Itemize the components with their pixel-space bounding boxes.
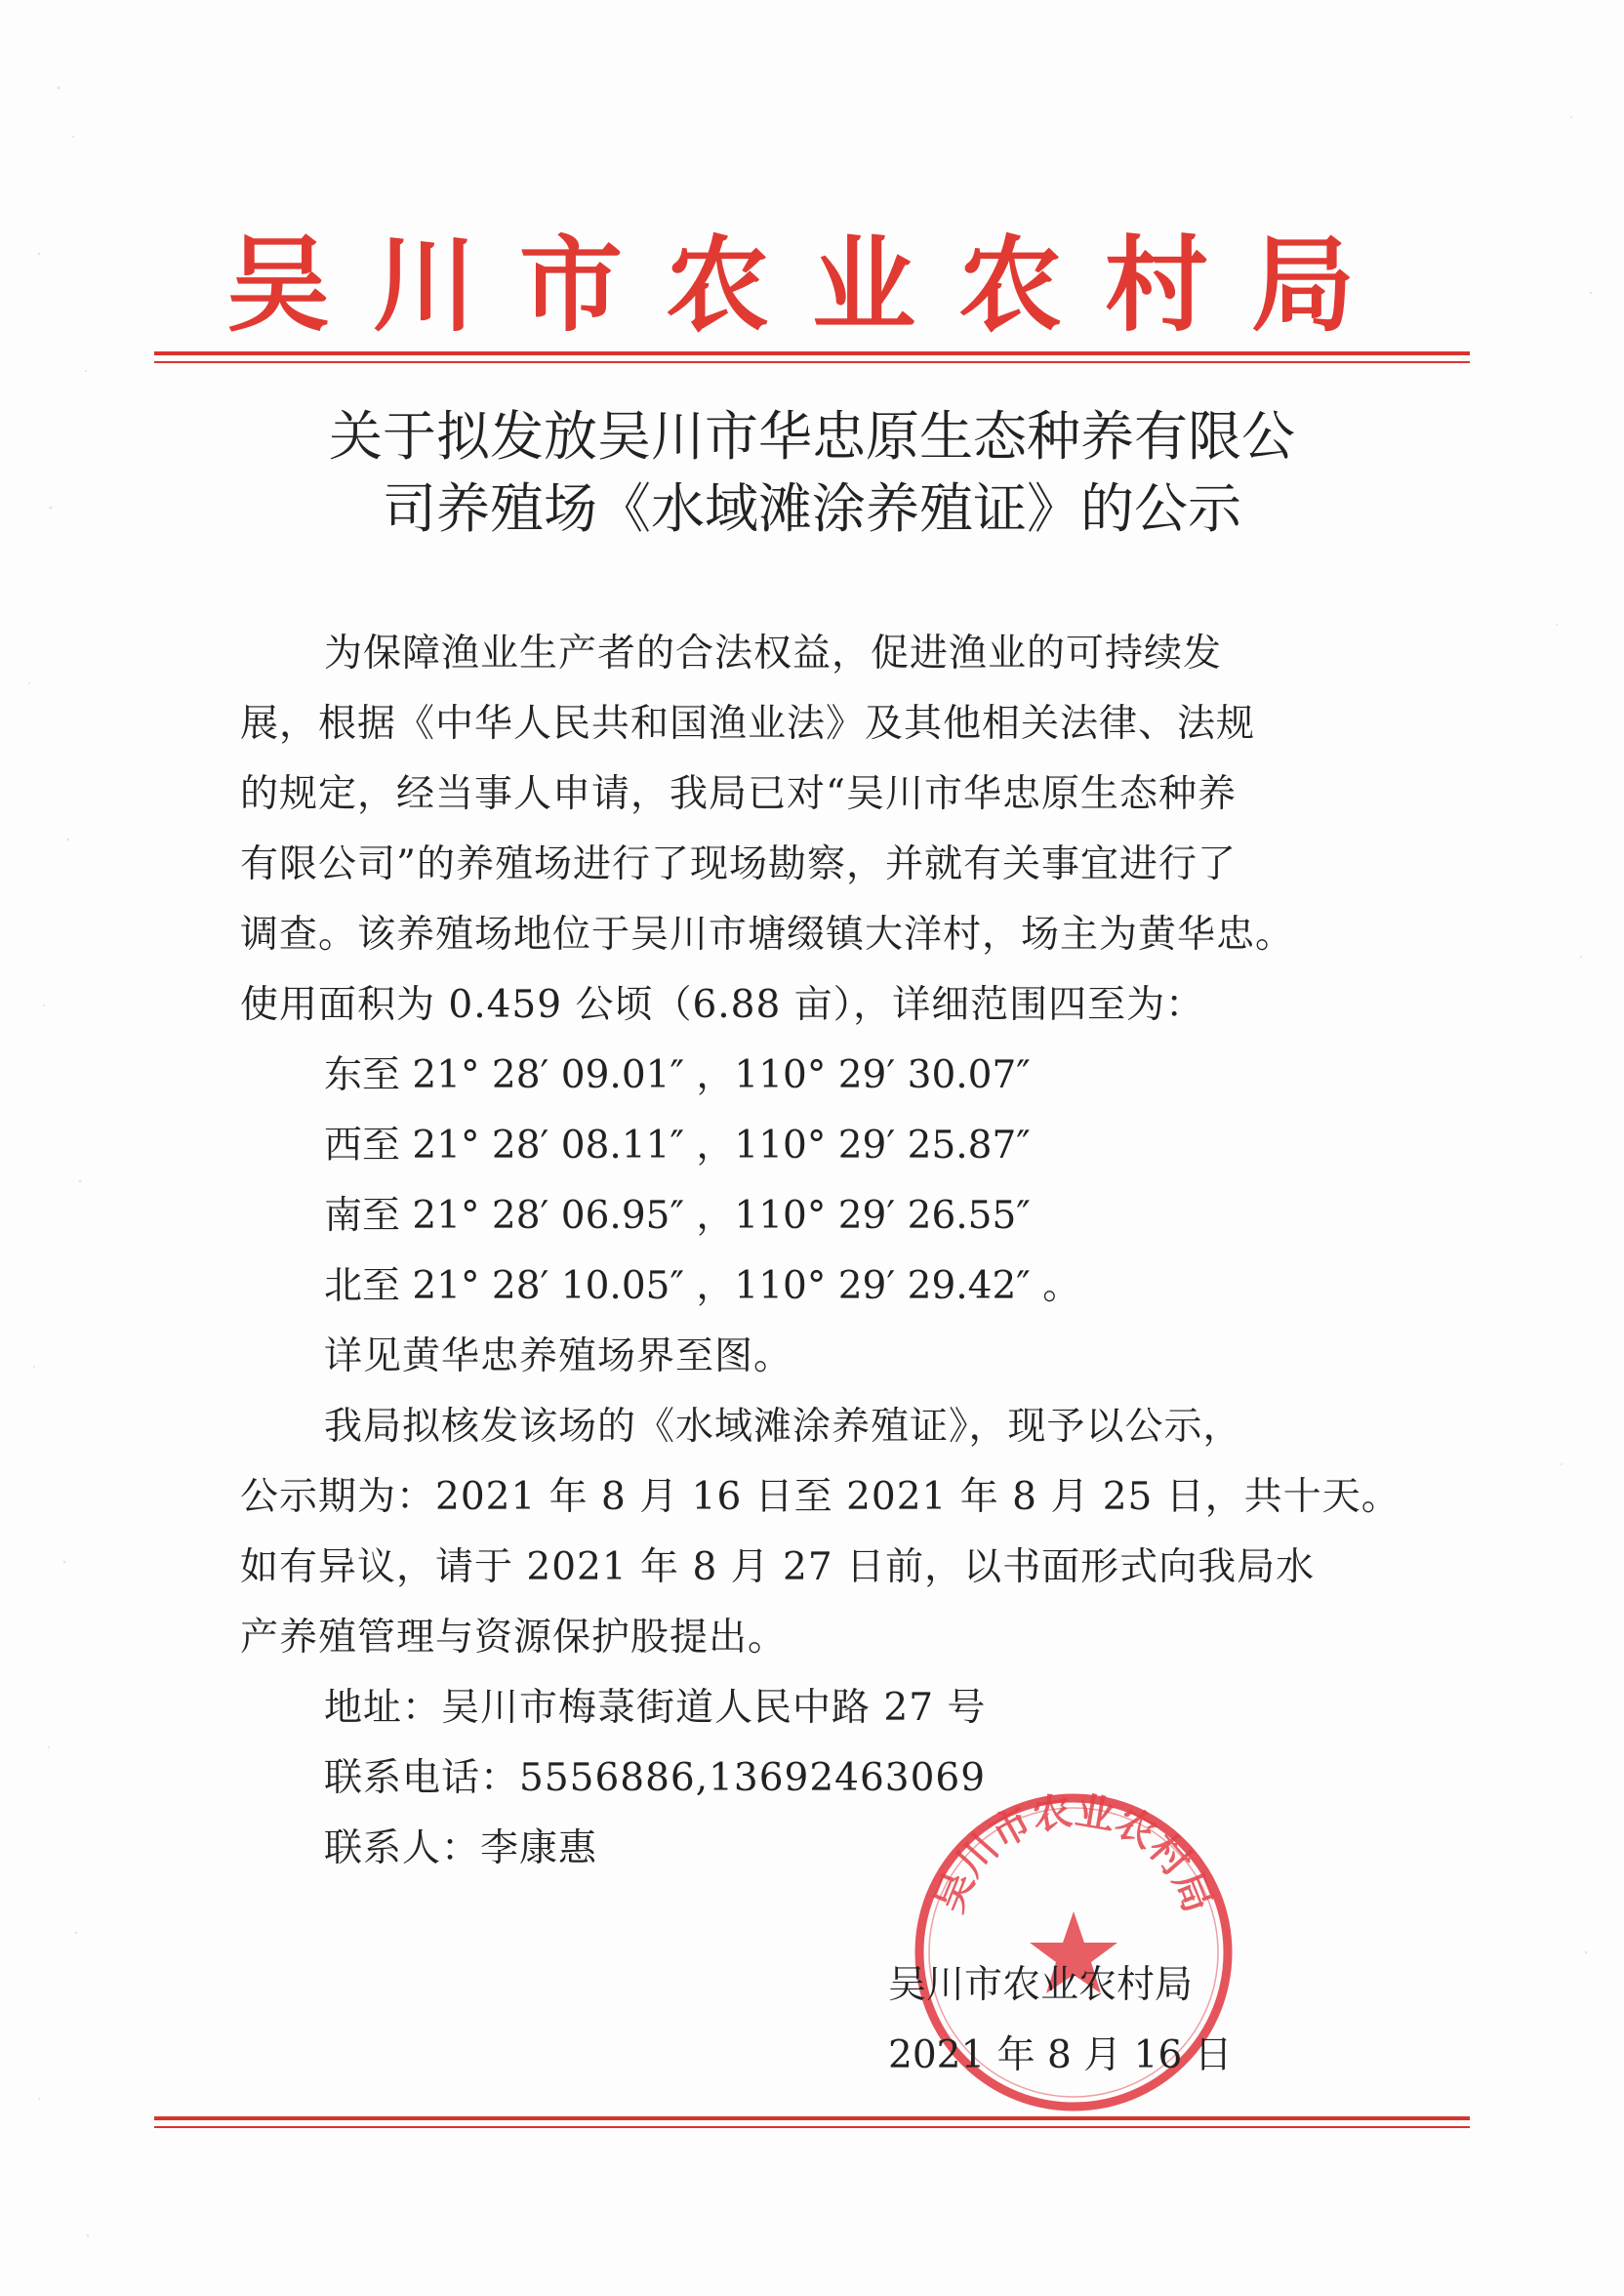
contact-person: 联系人：李康惠 [324,1826,598,1870]
boundary-north: 北至 21° 28′ 10.05″ ，110° 29′ 29.42″ 。 [324,1264,1081,1308]
paragraph-1-line-2: 展，根据《中华人民共和国渔业法》及其他相关法律、法规 [240,702,1256,746]
map-reference: 详见黄华忠养殖场界至图。 [324,1334,793,1378]
notice-title-line-2: 司养殖场《水域滩涂养殖证》的公示 [382,477,1241,540]
contact-address: 地址：吴川市梅菉街道人民中路 27 号 [324,1686,987,1730]
paragraph-1-line-5: 调查。该养殖场地位于吴川市塘缀镇大洋村，场主为黄华忠。 [240,913,1295,957]
contact-phone: 联系电话：5556886,13692463069 [324,1756,987,1800]
seal-text: 吴川市农业农村局 [925,1787,1222,1919]
paragraph-1-line-1: 为保障渔业生产者的合法权益，促进渔业的可持续发 [324,632,1223,676]
paragraph-1-line-4: 有限公司”的养殖场进行了现场勘察，并就有关事宜进行了 [240,842,1237,886]
agency-header: 吴川市农业农村局 [226,224,1398,346]
notice-title [195,400,1429,545]
signature-agency: 吴川市农业农村局 [888,1963,1194,2007]
paragraph-2-line-1: 我局拟核发该场的《水域滩涂养殖证》，现予以公示， [324,1405,1242,1449]
header-rule-bottom [154,361,1470,363]
boundary-west: 西至 21° 28′ 08.11″ ，110° 29′ 25.87″ [324,1124,1031,1168]
boundary-south: 南至 21° 28′ 06.95″ ，110° 29′ 26.55″ [324,1194,1031,1238]
paragraph-1-line-6: 使用面积为 0.459 公顷（6.88 亩），详细范围四至为： [240,983,1205,1027]
footer-rule-top [154,2116,1470,2120]
notice-title-line-1: 关于拟发放吴川市华忠原生态种养有限公 [328,405,1295,468]
paragraph-2-line-4: 产养殖管理与资源保护股提出。 [240,1616,788,1660]
paragraph-2-line-3: 如有异议，请于 2021 年 8 月 27 日前，以书面形式向我局水 [240,1545,1316,1589]
header-rule-top [154,351,1470,355]
signature-date: 2021 年 8 月 16 日 [888,2033,1233,2077]
paragraph-2-line-2: 公示期为：2021 年 8 月 16 日至 2021 年 8 月 25 日，共十天。 [240,1475,1401,1519]
paragraph-1-line-3: 的规定，经当事人申请，我局已对“吴川市华忠原生态种养 [240,772,1237,816]
footer-rule-bottom [154,2126,1470,2128]
boundary-east: 东至 21° 28′ 09.01″ ，110° 29′ 30.07″ [324,1053,1031,1097]
